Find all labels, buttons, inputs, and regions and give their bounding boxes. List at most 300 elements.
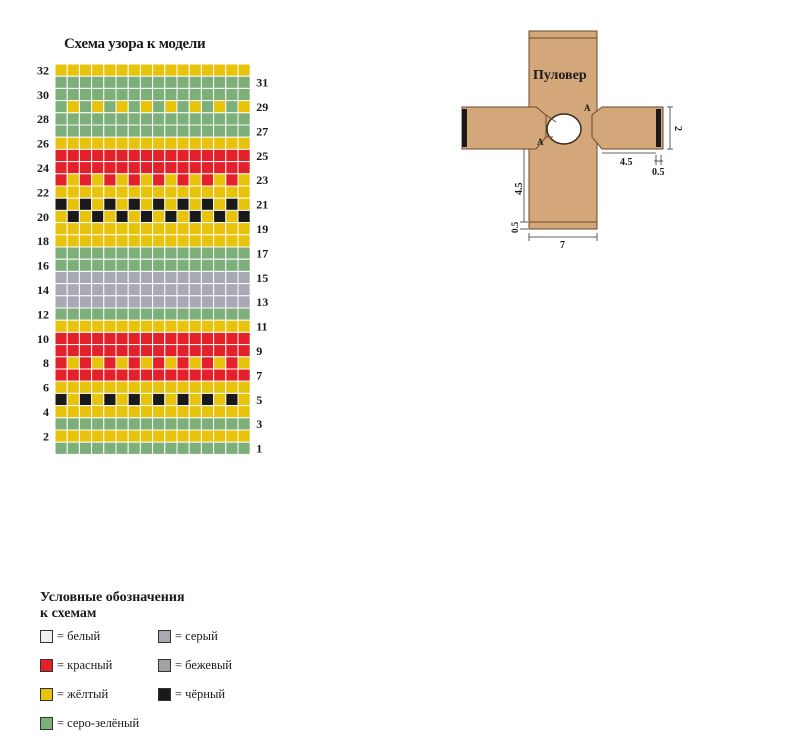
chart-cell bbox=[92, 357, 104, 369]
row-label-left: 8 bbox=[43, 356, 49, 371]
chart-cell bbox=[165, 235, 177, 247]
chart-cell bbox=[128, 235, 140, 247]
chart-cell bbox=[67, 186, 79, 198]
chart-cell bbox=[226, 393, 238, 405]
chart-cell bbox=[140, 198, 152, 210]
chart-cell bbox=[153, 259, 165, 271]
chart-cell bbox=[92, 64, 104, 76]
chart-cell bbox=[104, 210, 116, 222]
chart-cell bbox=[189, 247, 201, 259]
chart-cell bbox=[140, 357, 152, 369]
chart-cell bbox=[92, 125, 104, 137]
chart-cell bbox=[116, 76, 128, 88]
legend-label: = чёрный bbox=[175, 686, 226, 701]
chart-cell bbox=[238, 113, 250, 125]
chart-cell bbox=[67, 174, 79, 186]
legend-swatch bbox=[158, 659, 171, 672]
chart-cell bbox=[165, 210, 177, 222]
chart-cell bbox=[140, 125, 152, 137]
chart-cell bbox=[79, 162, 91, 174]
chart-cell bbox=[226, 442, 238, 454]
chart-cell bbox=[92, 442, 104, 454]
chart-cell bbox=[201, 308, 213, 320]
chart-cell bbox=[140, 259, 152, 271]
chart-cell bbox=[214, 113, 226, 125]
legend-item bbox=[40, 628, 158, 644]
row-label-left: 18 bbox=[37, 234, 49, 249]
chart-cell bbox=[153, 357, 165, 369]
chart-cell bbox=[238, 223, 250, 235]
chart-cell bbox=[238, 406, 250, 418]
dim-hem: 0.5 bbox=[510, 221, 520, 233]
chart-cell bbox=[128, 149, 140, 161]
chart-cell bbox=[226, 418, 238, 430]
right-cuff bbox=[656, 109, 661, 147]
chart-cell bbox=[238, 125, 250, 137]
chart-cell bbox=[55, 284, 67, 296]
chart-cell bbox=[214, 296, 226, 308]
chart-cell bbox=[189, 406, 201, 418]
chart-cell bbox=[55, 235, 67, 247]
chart-cell bbox=[104, 332, 116, 344]
chart-cell bbox=[226, 369, 238, 381]
chart-cell bbox=[79, 442, 91, 454]
chart-cell bbox=[238, 357, 250, 369]
chart-cell bbox=[153, 369, 165, 381]
chart-cell bbox=[128, 332, 140, 344]
chart-cell bbox=[116, 332, 128, 344]
chart-cell bbox=[226, 137, 238, 149]
chart-cell bbox=[92, 393, 104, 405]
chart-cell bbox=[79, 308, 91, 320]
chart-cell bbox=[214, 284, 226, 296]
chart-cell bbox=[177, 210, 189, 222]
chart-cell bbox=[177, 271, 189, 283]
chart-cell bbox=[140, 223, 152, 235]
chart-cell bbox=[116, 174, 128, 186]
chart-cell bbox=[177, 149, 189, 161]
legend-swatch bbox=[158, 688, 171, 701]
chart-cell bbox=[153, 332, 165, 344]
row-label-right: 11 bbox=[256, 319, 268, 334]
chart-cell bbox=[177, 125, 189, 137]
chart-cell bbox=[177, 381, 189, 393]
chart-cell bbox=[92, 369, 104, 381]
chart-cell bbox=[214, 76, 226, 88]
chart-cell bbox=[55, 271, 67, 283]
row-label-left: 22 bbox=[37, 185, 49, 200]
chart-cell bbox=[104, 76, 116, 88]
chart-cell bbox=[189, 137, 201, 149]
chart-cell bbox=[104, 162, 116, 174]
chart-cell bbox=[153, 113, 165, 125]
chart-cell bbox=[189, 198, 201, 210]
chart-cell bbox=[116, 210, 128, 222]
chart-cell bbox=[214, 381, 226, 393]
chart-cell bbox=[214, 137, 226, 149]
chart-cell bbox=[189, 235, 201, 247]
chart-cell bbox=[92, 235, 104, 247]
chart-cell bbox=[116, 186, 128, 198]
chart-cell bbox=[201, 357, 213, 369]
chart-cell bbox=[165, 418, 177, 430]
chart-cell bbox=[92, 88, 104, 100]
chart-cell bbox=[238, 137, 250, 149]
chart-cell bbox=[201, 223, 213, 235]
chart-cell bbox=[189, 210, 201, 222]
chart-cell bbox=[165, 223, 177, 235]
chart-cell bbox=[238, 259, 250, 271]
chart-cell bbox=[116, 149, 128, 161]
chart-cell bbox=[67, 406, 79, 418]
chart-cell bbox=[128, 345, 140, 357]
chart-cell bbox=[165, 296, 177, 308]
chart-cell bbox=[226, 223, 238, 235]
chart-cell bbox=[92, 210, 104, 222]
chart-cell bbox=[201, 320, 213, 332]
chart-cell bbox=[67, 430, 79, 442]
chart-cell bbox=[189, 113, 201, 125]
chart-cell bbox=[140, 406, 152, 418]
chart-cell bbox=[153, 271, 165, 283]
chart-cell bbox=[116, 271, 128, 283]
legend-label: = белый bbox=[57, 628, 101, 643]
chart-cell bbox=[201, 162, 213, 174]
chart-cell bbox=[238, 308, 250, 320]
chart-cell bbox=[238, 442, 250, 454]
row-label-left: 6 bbox=[43, 380, 49, 395]
chart-cell bbox=[140, 247, 152, 259]
chart-cell bbox=[79, 332, 91, 344]
chart-cell bbox=[92, 113, 104, 125]
chart-cell bbox=[140, 186, 152, 198]
chart-cell bbox=[214, 308, 226, 320]
legend-label: = красный bbox=[57, 657, 113, 672]
dim-body-length: 4.5 bbox=[514, 182, 525, 195]
chart-cell bbox=[104, 259, 116, 271]
chart-cell bbox=[226, 174, 238, 186]
chart-cell bbox=[238, 162, 250, 174]
chart-cell bbox=[201, 393, 213, 405]
chart-cell bbox=[201, 381, 213, 393]
chart-cell bbox=[238, 381, 250, 393]
chart-cell bbox=[92, 223, 104, 235]
chart-cell bbox=[189, 357, 201, 369]
chart-cell bbox=[238, 320, 250, 332]
chart-cell bbox=[201, 442, 213, 454]
chart-cell bbox=[67, 223, 79, 235]
legend-title bbox=[40, 590, 278, 622]
chart-cell bbox=[214, 406, 226, 418]
chart-cell bbox=[128, 259, 140, 271]
legend-items bbox=[40, 628, 278, 731]
chart-cell bbox=[140, 296, 152, 308]
chart-cell bbox=[238, 174, 250, 186]
chart-cell bbox=[116, 284, 128, 296]
chart-cell bbox=[92, 284, 104, 296]
chart-cell bbox=[165, 308, 177, 320]
chart-cell bbox=[226, 430, 238, 442]
chart-cell bbox=[104, 345, 116, 357]
chart-cell bbox=[116, 345, 128, 357]
chart-cell bbox=[153, 308, 165, 320]
chart-cell bbox=[177, 320, 189, 332]
chart-cell bbox=[214, 101, 226, 113]
chart-cell bbox=[165, 137, 177, 149]
chart-cell bbox=[189, 174, 201, 186]
chart-cell bbox=[55, 137, 67, 149]
chart-cell bbox=[79, 198, 91, 210]
chart-cell bbox=[238, 271, 250, 283]
chart-cell bbox=[92, 76, 104, 88]
row-label-left: 4 bbox=[43, 404, 49, 419]
chart-cell bbox=[55, 345, 67, 357]
chart-cell bbox=[226, 162, 238, 174]
chart-cell bbox=[201, 198, 213, 210]
chart-cell bbox=[177, 418, 189, 430]
chart-cell bbox=[226, 88, 238, 100]
chart-cell bbox=[165, 198, 177, 210]
chart-cell bbox=[189, 418, 201, 430]
chart-cell bbox=[128, 430, 140, 442]
chart-cell bbox=[226, 198, 238, 210]
chart-cell bbox=[238, 418, 250, 430]
chart-cell bbox=[104, 64, 116, 76]
chart-cell bbox=[79, 259, 91, 271]
chart-cell bbox=[189, 259, 201, 271]
chart-cell bbox=[189, 64, 201, 76]
chart-cell bbox=[128, 210, 140, 222]
legend-swatch bbox=[40, 630, 53, 643]
row-label-right: 31 bbox=[256, 75, 269, 90]
chart-cell bbox=[67, 381, 79, 393]
legend-item bbox=[40, 686, 158, 702]
chart-cell bbox=[189, 271, 201, 283]
legend-label: = серый bbox=[175, 628, 218, 643]
chart-cell bbox=[153, 247, 165, 259]
chart-cell bbox=[67, 137, 79, 149]
chart-cell bbox=[214, 357, 226, 369]
chart-cell bbox=[55, 64, 67, 76]
chart-cell bbox=[128, 393, 140, 405]
chart-cell bbox=[189, 320, 201, 332]
legend-item bbox=[158, 628, 278, 644]
chart-cell bbox=[92, 247, 104, 259]
chart-cell bbox=[116, 162, 128, 174]
chart-cell bbox=[104, 393, 116, 405]
chart-cell bbox=[189, 308, 201, 320]
legend-swatch bbox=[40, 717, 53, 730]
chart-cell bbox=[177, 369, 189, 381]
chart-cell bbox=[201, 125, 213, 137]
chart-cell bbox=[79, 247, 91, 259]
chart-cell bbox=[128, 357, 140, 369]
chart-cell bbox=[128, 418, 140, 430]
chart-cell bbox=[165, 406, 177, 418]
chart-cell bbox=[140, 381, 152, 393]
chart-cell bbox=[165, 247, 177, 259]
chart-cell bbox=[226, 320, 238, 332]
chart-cell bbox=[238, 235, 250, 247]
chart-cell bbox=[104, 137, 116, 149]
chart-cell bbox=[177, 393, 189, 405]
chart-cell bbox=[79, 235, 91, 247]
chart-cell bbox=[116, 369, 128, 381]
chart-cell bbox=[128, 186, 140, 198]
chart-cell bbox=[214, 393, 226, 405]
chart-cell bbox=[177, 162, 189, 174]
chart-cell bbox=[177, 259, 189, 271]
chart-cell bbox=[55, 149, 67, 161]
chart-cell bbox=[214, 418, 226, 430]
chart-cell bbox=[165, 125, 177, 137]
chart-cell bbox=[226, 296, 238, 308]
chart-cell bbox=[140, 210, 152, 222]
chart-cell bbox=[153, 381, 165, 393]
chart-cell bbox=[201, 186, 213, 198]
chart-cell bbox=[140, 430, 152, 442]
chart-cell bbox=[79, 418, 91, 430]
chart-cell bbox=[116, 64, 128, 76]
chart-cell bbox=[238, 332, 250, 344]
chart-cell bbox=[214, 125, 226, 137]
left-sleeve bbox=[462, 107, 546, 149]
row-label-left: 32 bbox=[37, 63, 49, 78]
chart-cell bbox=[55, 223, 67, 235]
chart-cell bbox=[128, 174, 140, 186]
chart-cell bbox=[201, 259, 213, 271]
chart-cell bbox=[201, 430, 213, 442]
chart-cell bbox=[177, 186, 189, 198]
chart-cell bbox=[79, 430, 91, 442]
chart-cell bbox=[92, 137, 104, 149]
chart-cell bbox=[153, 430, 165, 442]
chart-cell bbox=[67, 113, 79, 125]
chart-cell bbox=[104, 381, 116, 393]
chart-cell bbox=[177, 137, 189, 149]
dim-sleeve-width: 2 bbox=[672, 126, 683, 131]
chart-cell bbox=[55, 186, 67, 198]
chart-cell bbox=[128, 223, 140, 235]
chart-cell bbox=[104, 186, 116, 198]
chart-cell bbox=[165, 76, 177, 88]
legend-swatch bbox=[158, 630, 171, 643]
chart-cell bbox=[128, 406, 140, 418]
chart-cell bbox=[226, 113, 238, 125]
chart-cell bbox=[140, 418, 152, 430]
chart-cell bbox=[153, 76, 165, 88]
chart-cell bbox=[140, 320, 152, 332]
chart-cell bbox=[238, 64, 250, 76]
dim-body-width: 7 bbox=[560, 240, 565, 251]
chart-cell bbox=[177, 101, 189, 113]
chart-cell bbox=[55, 113, 67, 125]
chart-cell bbox=[177, 357, 189, 369]
chart-cell bbox=[128, 284, 140, 296]
chart-cell bbox=[92, 162, 104, 174]
chart-cell bbox=[189, 284, 201, 296]
chart-cell bbox=[116, 223, 128, 235]
chart-cell bbox=[67, 198, 79, 210]
chart-cell bbox=[79, 137, 91, 149]
chart-cell bbox=[153, 162, 165, 174]
chart-cell bbox=[177, 345, 189, 357]
chart-cell bbox=[238, 284, 250, 296]
chart-cell bbox=[128, 308, 140, 320]
chart-cell bbox=[67, 345, 79, 357]
chart-cell bbox=[67, 332, 79, 344]
row-label-right: 19 bbox=[256, 221, 269, 236]
chart-cell bbox=[165, 357, 177, 369]
chart-cell bbox=[79, 320, 91, 332]
chart-cell bbox=[165, 381, 177, 393]
chart-cell bbox=[55, 320, 67, 332]
chart-cell bbox=[189, 76, 201, 88]
chart-cell bbox=[238, 369, 250, 381]
chart-cell bbox=[140, 64, 152, 76]
chart-cell bbox=[153, 442, 165, 454]
chart-cell bbox=[79, 125, 91, 137]
chart-cell bbox=[128, 76, 140, 88]
chart-cell bbox=[214, 271, 226, 283]
chart-cell bbox=[128, 369, 140, 381]
chart-cell bbox=[55, 88, 67, 100]
chart-cell bbox=[116, 308, 128, 320]
chart-cell bbox=[104, 308, 116, 320]
chart-cell bbox=[67, 271, 79, 283]
chart-cell bbox=[79, 174, 91, 186]
chart-cell bbox=[226, 357, 238, 369]
chart-cell bbox=[177, 430, 189, 442]
chart-cell bbox=[55, 101, 67, 113]
chart-cell bbox=[165, 88, 177, 100]
chart-cell bbox=[226, 332, 238, 344]
chart-cell bbox=[214, 430, 226, 442]
chart-cell bbox=[140, 88, 152, 100]
chart-cell bbox=[214, 88, 226, 100]
row-label-left: 20 bbox=[37, 209, 49, 224]
chart-cell bbox=[189, 430, 201, 442]
chart-cell bbox=[226, 149, 238, 161]
chart-cell bbox=[201, 88, 213, 100]
chart-cell bbox=[214, 210, 226, 222]
chart-cell bbox=[201, 247, 213, 259]
chart-cell bbox=[55, 247, 67, 259]
chart-cell bbox=[238, 198, 250, 210]
chart-cell bbox=[55, 76, 67, 88]
chart-cell bbox=[165, 393, 177, 405]
chart-cell bbox=[226, 125, 238, 137]
chart-cell bbox=[67, 125, 79, 137]
chart-cell bbox=[104, 296, 116, 308]
chart-cell bbox=[55, 442, 67, 454]
chart-cell bbox=[116, 125, 128, 137]
chart-title: Схема узора к модели bbox=[64, 36, 206, 52]
chart-cell bbox=[67, 149, 79, 161]
chart-cell bbox=[153, 393, 165, 405]
chart-cell bbox=[55, 357, 67, 369]
chart-cell bbox=[79, 64, 91, 76]
chart-cell bbox=[55, 308, 67, 320]
chart-cell bbox=[153, 235, 165, 247]
chart-cell bbox=[165, 369, 177, 381]
chart-cell bbox=[214, 442, 226, 454]
chart-cell bbox=[79, 223, 91, 235]
chart-cell bbox=[226, 101, 238, 113]
chart-cell bbox=[165, 332, 177, 344]
legend-title-line1: Условные обозначения bbox=[40, 590, 185, 605]
chart-cell bbox=[226, 210, 238, 222]
